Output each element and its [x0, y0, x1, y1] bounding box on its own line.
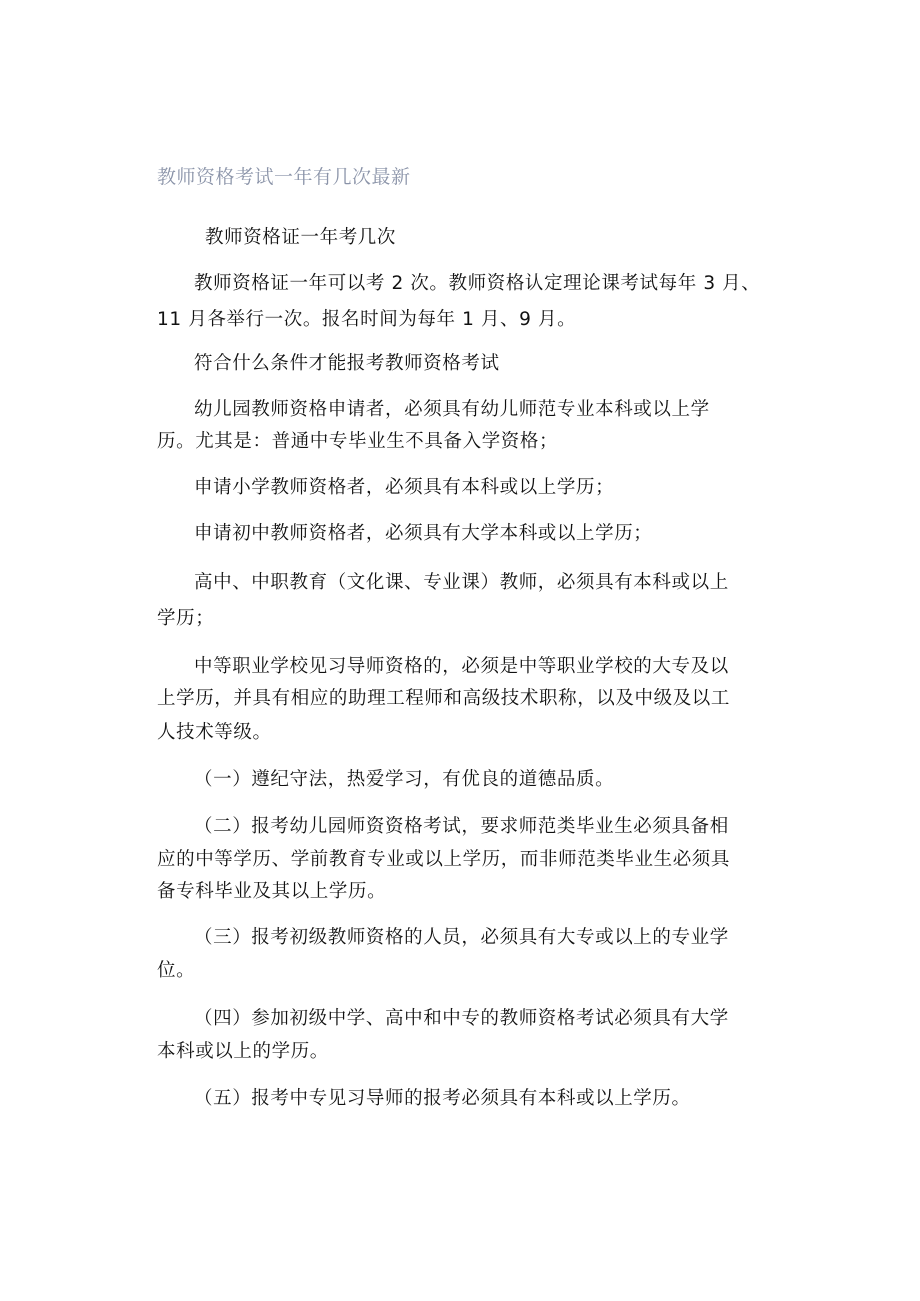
paragraph-line: 高中、中职教育（文化课、专业课）教师，必须具有本科或以上 [194, 572, 729, 593]
section-heading: 教师资格证一年考几次 [205, 227, 397, 248]
paragraph-line: 上学历，并具有相应的助理工程师和高级技术职称，以及中级及以工 [157, 688, 731, 709]
list-item: （三）报考初级教师资格的人员，必须具有大专或以上的专业学 [194, 927, 729, 948]
paragraph-line: 11 月各举行一次。报名时间为每年 1 月、9 月。 [157, 309, 577, 330]
paragraph-line: 位。 [157, 960, 196, 981]
paragraph-line: 本科或以上的学历。 [157, 1041, 329, 1062]
paragraph-line: 幼儿园教师资格申请者，必须具有幼儿师范专业本科或以上学 [194, 399, 710, 420]
paragraph-line: 申请初中教师资格者，必须具有大学本科或以上学历； [194, 523, 653, 544]
paragraph-line: 学历； [157, 608, 215, 629]
section-heading: 符合什么条件才能报考教师资格考试 [194, 353, 500, 374]
paragraph-line: 历。尤其是：普通中专毕业生不具备入学资格； [157, 431, 559, 452]
list-item: （二）报考幼儿园师资资格考试，要求师范类毕业生必须具备相 [194, 816, 729, 837]
paragraph-line: 教师资格证一年可以考 2 次。教师资格认定理论课考试每年 3 月、 [194, 273, 761, 294]
list-item: （四）参加初级中学、高中和中专的教师资格考试必须具有大学 [194, 1008, 729, 1029]
paragraph-line: 人技术等级。 [157, 722, 272, 743]
document-title: 教师资格考试一年有几次最新 [157, 166, 411, 188]
list-item: （一）遵纪守法，热爱学习，有优良的道德品质。 [194, 769, 615, 790]
paragraph-line: 备专科毕业及其以上学历。 [157, 881, 387, 902]
paragraph-line: 中等职业学校见习导师资格的，必须是中等职业学校的大专及以 [194, 656, 729, 677]
paragraph-line: 应的中等学历、学前教育专业或以上学历，而非师范类毕业生必须具 [157, 849, 731, 870]
list-item: （五）报考中专见习导师的报考必须具有本科或以上学历。 [194, 1088, 691, 1109]
paragraph-line: 申请小学教师资格者，必须具有本科或以上学历； [194, 477, 615, 498]
